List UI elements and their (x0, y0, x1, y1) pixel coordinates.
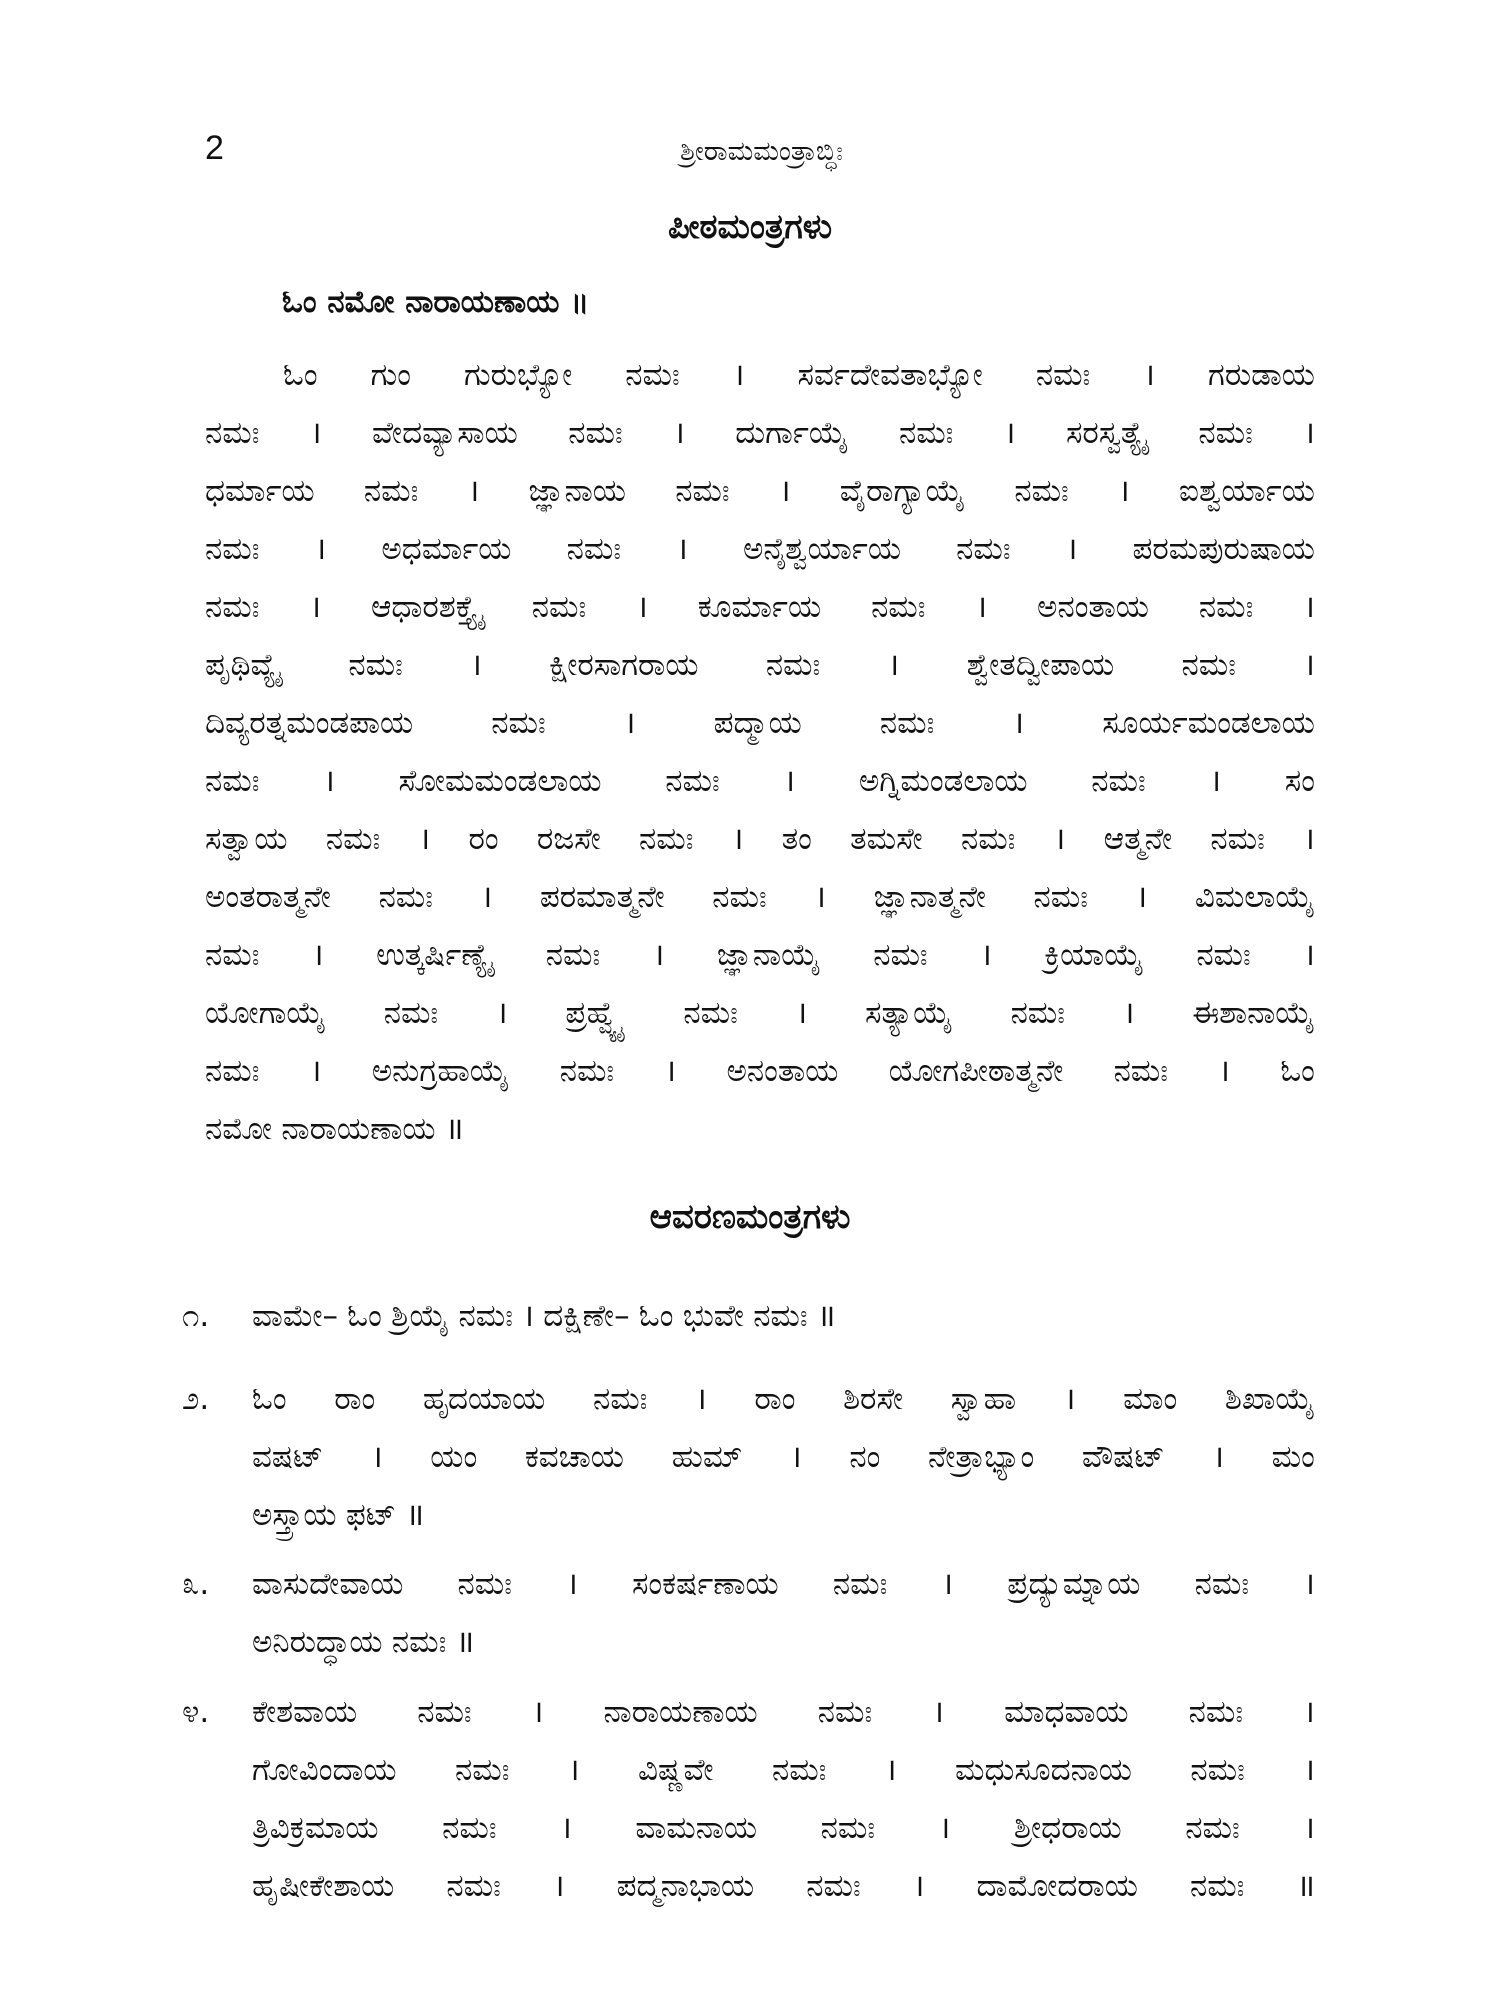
list-item-line: ಅಸ್ತ್ರಾಯ ಫಟ್ ॥ (252, 1497, 425, 1533)
list-item-line: ವಾಸುದೇವಾಯ ನಮಃ । ಸಂಕರ್ಷಣಾಯ ನಮಃ । ಪ್ರದ್ಯುಮ್ನಾಯ ನಮಃ । (252, 1566, 1315, 1602)
list-item-line: ಓಂ ರಾಂ ಹೃದಯಾಯ ನಮಃ । ರಾಂ ಶಿರಸೇ ಸ್ವಾಹಾ । ಮಾಂ ಶಿಖಾಯೈ (252, 1381, 1315, 1417)
paragraph-line: ನಮಃ । ಅಧರ್ಮಾಯ ನಮಃ । ಅನೈಶ್ವರ್ಯಾಯ ನಮಃ । ಪರಮಪುರುಷಾಯ (205, 531, 1315, 567)
list-item-line: ಅನಿರುದ್ಧಾಯ ನಮಃ ॥ (252, 1624, 475, 1660)
running-title: ಶ್ರೀರಾಮಮಂತ್ರಾಬ್ಧಿಃ (680, 136, 843, 167)
section-heading-avarana-mantras: ಆವರಣಮಂತ್ರಗಳು (649, 1197, 851, 1237)
paragraph-line: ನಮಃ । ಉತ್ಕರ್ಷಿಣ್ಯೈ ನಮಃ । ಜ್ಞಾನಾಯೈ ನಮಃ । ಕ್ರಿಯಾಯೈ ನಮಃ । (205, 937, 1315, 973)
paragraph-line: ನಮಃ । ಸೋಮಮಂಡಲಾಯ ನಮಃ । ಅಗ್ನಿಮಂಡಲಾಯ ನಮಃ । ಸಂ (205, 763, 1315, 799)
paragraph-line: ನಮಃ । ಅನುಗ್ರಹಾಯೈ ನಮಃ । ಅನಂತಾಯ ಯೋಗಪೀಠಾತ್ಮನೇ ನಮಃ । ಓಂ (205, 1053, 1315, 1089)
page-number: 2 (205, 129, 224, 167)
section-heading-peetha-mantras: ಪೀಠಮಂತ್ರಗಳು (667, 207, 833, 247)
paragraph-line: ಸತ್ವಾಯ ನಮಃ । ರಂ ರಜಸೇ ನಮಃ । ತಂ ತಮಸೇ ನಮಃ । ಆತ್ಮನೇ ನಮಃ । (205, 821, 1315, 857)
paragraph-line: ಧರ್ಮಾಯ ನಮಃ । ಜ್ಞಾನಾಯ ನಮಃ । ವೈರಾಗ್ಯಾಯೈ ನಮಃ । ಐಶ್ವರ್ಯಾಯ (205, 473, 1315, 509)
list-item-line: ತ್ರಿವಿಕ್ರಮಾಯ ನಮಃ । ವಾಮನಾಯ ನಮಃ । ಶ್ರೀಧರಾಯ ನಮಃ । (252, 1810, 1315, 1846)
list-item-line: ಗೋವಿಂದಾಯ ನಮಃ । ವಿಷ್ಣವೇ ನಮಃ । ಮಧುಸೂದನಾಯ ನಮಃ । (252, 1752, 1315, 1788)
paragraph-line: ಓಂ ಗುಂ ಗುರುಭ್ಯೋ ನಮಃ । ಸರ್ವದೇವತಾಭ್ಯೋ ನಮಃ । ಗರುಡಾಯ (283, 357, 1315, 393)
list-item-line: ವಾಮೇ– ಓಂ ಶ್ರಿಯೈ ನಮಃ । ದಕ್ಷಿಣೇ– ಓಂ ಭುವೇ ನಮಃ ॥ (252, 1298, 836, 1334)
list-item (182, 1555, 1315, 1671)
paragraph-line: ದಿವ್ಯರತ್ನಮಂಡಪಾಯ ನಮಃ । ಪದ್ಮಾಯ ನಮಃ । ಸೂರ್ಯಮಂಡಲಾಯ (205, 705, 1315, 741)
list-item (182, 1370, 1315, 1544)
list-item-number: ೨. (182, 1381, 210, 1417)
list-item-number: ೩. (182, 1566, 210, 1602)
list-item (182, 1683, 1315, 1915)
paragraph-line: ಅಂತರಾತ್ಮನೇ ನಮಃ । ಪರಮಾತ್ಮನೇ ನಮಃ । ಜ್ಞಾನಾತ್ಮನೇ ನಮಃ । ವಿಮಲಾಯೈ (205, 879, 1315, 915)
paragraph-line: ನಮೋ ನಾರಾಯಣಾಯ ॥ (205, 1111, 464, 1147)
paragraph-line: ಪೃಥಿವ್ಯೈ ನಮಃ । ಕ್ಷೀರಸಾಗರಾಯ ನಮಃ । ಶ್ವೇತದ್ವೀಪಾಯ ನಮಃ । (205, 647, 1315, 683)
list-item-line: ಹೃಷೀಕೇಶಾಯ ನಮಃ । ಪದ್ಮನಾಭಾಯ ನಮಃ । ದಾಮೋದರಾಯ ನಮಃ ॥ (252, 1868, 1315, 1904)
paragraph-line: ಯೋಗಾಯೈ ನಮಃ । ಪ್ರಹ್ವ್ಯೈ ನಮಃ । ಸತ್ಯಾಯೈ ನಮಃ । ಈಶಾನಾಯೈ (205, 995, 1315, 1031)
list-item (182, 1287, 1315, 1345)
list-item-line: ವಷಟ್ । ಯಂ ಕವಚಾಯ ಹುಮ್ । ನಂ ನೇತ್ರಾಭ್ಯಾಂ ವೌಷಟ್ । ಮಂ (252, 1439, 1315, 1475)
peetha-mantra-paragraph (205, 346, 1315, 1158)
paragraph-line: ನಮಃ । ಆಧಾರಶಕ್ತ್ಯೈ ನಮಃ । ಕೂರ್ಮಾಯ ನಮಃ । ಅನಂತಾಯ ನಮಃ । (205, 589, 1315, 625)
invocation-line: ಓಂ ನಮೋ ನಾರಾಯಣಾಯ ॥ (282, 284, 590, 320)
list-item-line: ಕೇಶವಾಯ ನಮಃ । ನಾರಾಯಣಾಯ ನಮಃ । ಮಾಧವಾಯ ನಮಃ । (252, 1694, 1315, 1730)
list-item-number: ೪. (182, 1694, 210, 1730)
paragraph-line: ನಮಃ । ವೇದವ್ಯಾಸಾಯ ನಮಃ । ದುರ್ಗಾಯೈ ನಮಃ । ಸರಸ್ವತ್ಯೈ ನಮಃ । (205, 415, 1315, 451)
list-item-number: ೧. (182, 1298, 210, 1334)
